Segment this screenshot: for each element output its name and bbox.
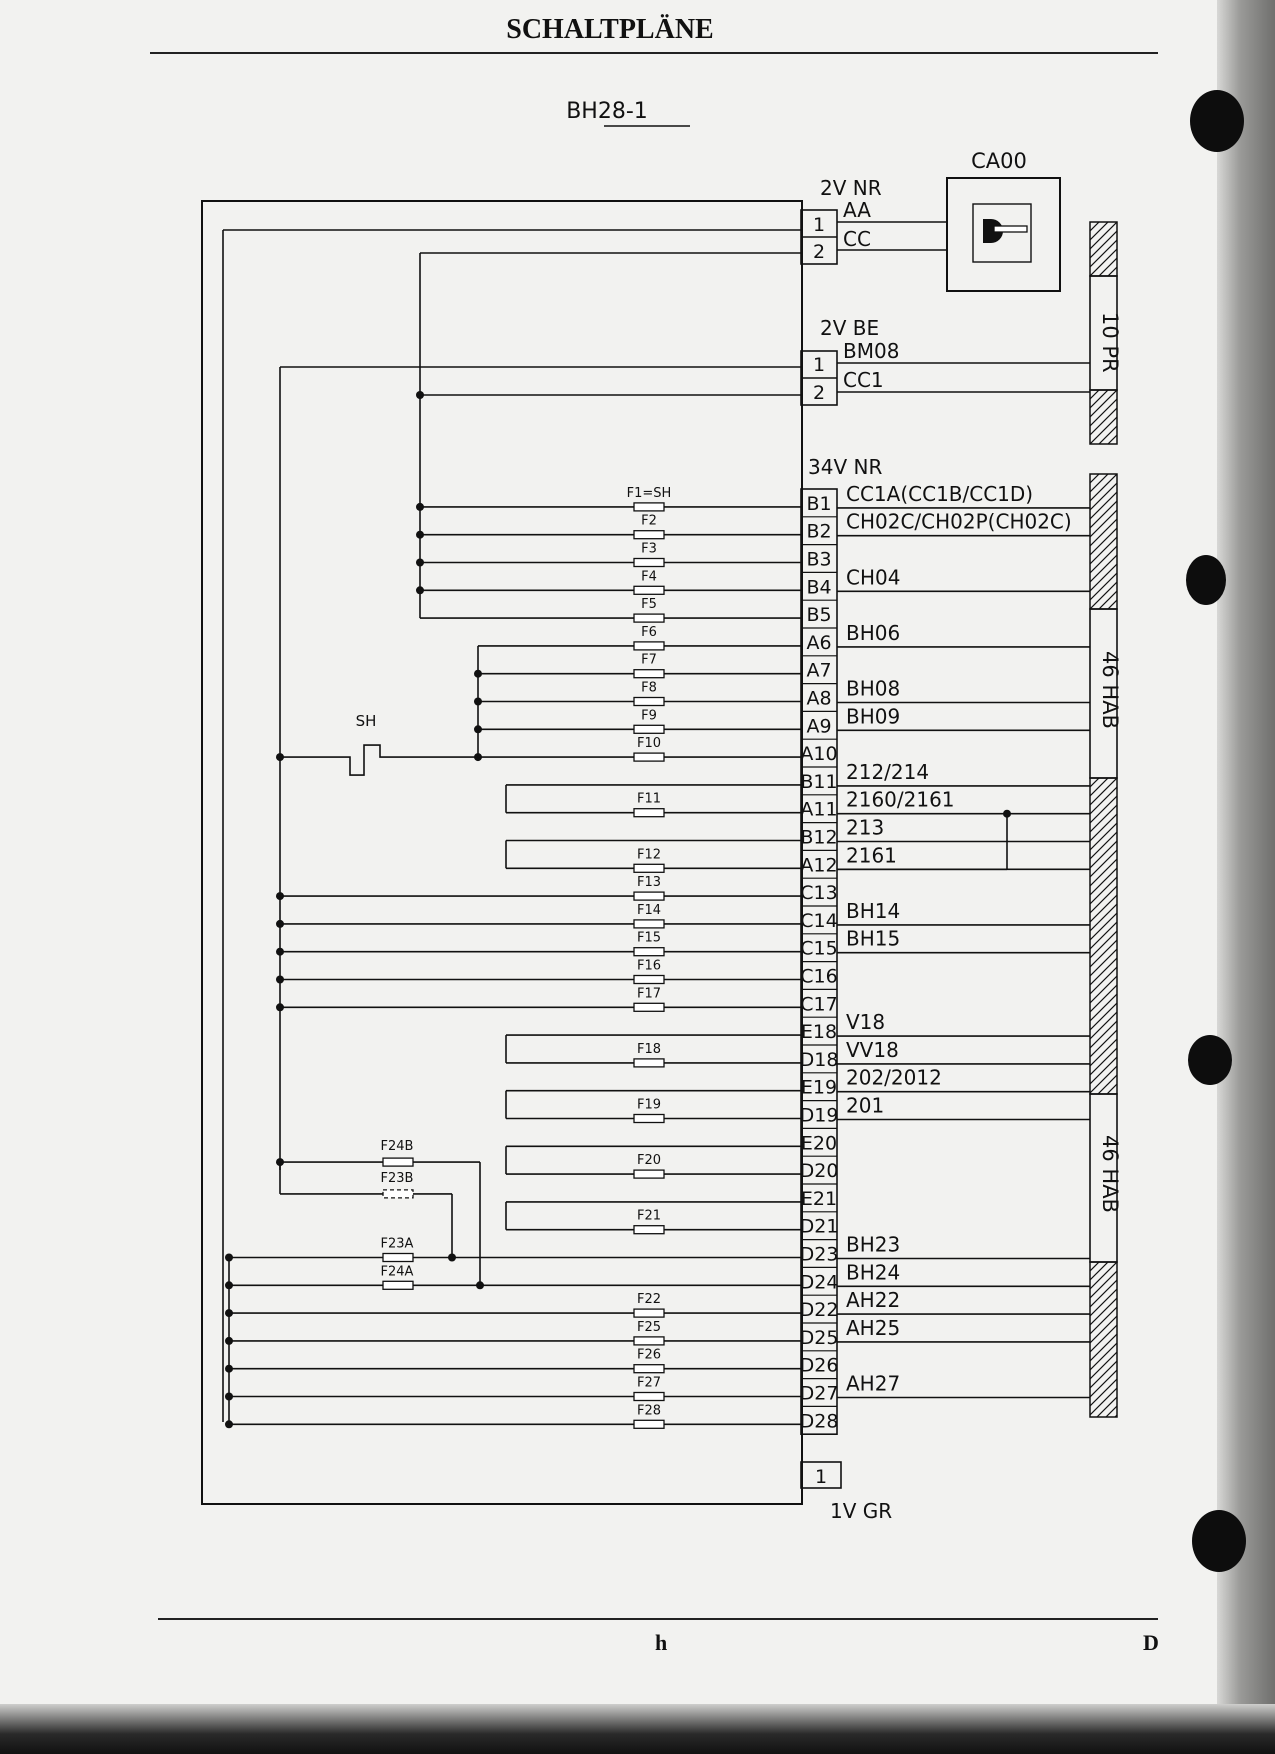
junction-dot xyxy=(276,920,284,928)
fuse xyxy=(383,1281,413,1289)
bundle-label: 46 HAB xyxy=(1098,1135,1122,1213)
signal-label: BH24 xyxy=(846,1260,901,1285)
pin-label: D19 xyxy=(799,1104,839,1127)
footer-rule xyxy=(158,1618,1158,1620)
fuse-label: F16 xyxy=(636,958,662,974)
hatch-line xyxy=(1090,751,1117,778)
ca00-box xyxy=(947,178,1060,291)
connector-label-2v-nr: 2V NR xyxy=(820,176,882,200)
pin-label: D25 xyxy=(799,1326,839,1349)
hatch-line xyxy=(1090,1102,1117,1129)
junction-dot xyxy=(225,1254,233,1262)
bundle-hatch xyxy=(1090,447,1117,654)
signal-label: 213 xyxy=(846,815,885,840)
fuse xyxy=(634,531,664,539)
junction-dot xyxy=(276,892,284,900)
pin-label: B4 xyxy=(806,576,832,599)
pin-label: D28 xyxy=(799,1410,839,1433)
pin-label: D27 xyxy=(799,1382,839,1405)
fuse-label: F11 xyxy=(636,791,662,807)
hatch-line xyxy=(1090,447,1117,474)
pin-label: C15 xyxy=(800,937,838,960)
bundle-label: 10 PR xyxy=(1098,312,1122,373)
hatch xyxy=(1090,751,1117,1147)
pin-label: D23 xyxy=(799,1243,839,1266)
fuse-label: F23A xyxy=(380,1236,414,1252)
signal-label: 2161 xyxy=(846,843,897,868)
fuse-label: F2 xyxy=(641,513,657,529)
page-bottom-shadow xyxy=(0,1704,1275,1754)
pin-label: D20 xyxy=(799,1160,839,1183)
fuse-label: F3 xyxy=(641,541,657,557)
junction-dot xyxy=(416,586,424,594)
bundle-hatch xyxy=(1090,195,1117,321)
fuse-label: F21 xyxy=(636,1208,662,1224)
signal-label: AH22 xyxy=(846,1288,901,1313)
fuse-label: F6 xyxy=(641,624,657,640)
signal-label: CH04 xyxy=(846,565,901,590)
connector-label-34v-nr: 34V NR xyxy=(808,455,883,479)
fuse-label: F12 xyxy=(636,847,662,863)
fuse-label: F15 xyxy=(636,930,662,946)
fuse xyxy=(634,670,664,678)
component-label: CA00 xyxy=(971,149,1027,173)
pin-label: E18 xyxy=(800,1021,838,1044)
binder-hole xyxy=(1186,555,1226,605)
pin-label: C13 xyxy=(800,882,838,905)
pin-label: A11 xyxy=(800,798,838,821)
hatch xyxy=(1090,1235,1117,1469)
footer-left: h xyxy=(655,1630,668,1655)
signal-label: 201 xyxy=(846,1093,885,1118)
pin-label: B1 xyxy=(806,492,832,515)
signal-label: BH08 xyxy=(846,676,901,701)
pin-label: 2 xyxy=(812,382,826,404)
hatch-line xyxy=(1090,1235,1117,1262)
fuse-label: F17 xyxy=(636,986,662,1002)
signal-label: CC1A(CC1B/CC1D) xyxy=(846,481,1034,506)
fuse-label: F9 xyxy=(641,708,657,724)
fuse xyxy=(634,559,664,567)
pin-label: A9 xyxy=(806,715,832,738)
hatch xyxy=(1090,195,1117,321)
signal-label: AA xyxy=(843,198,871,222)
fuse xyxy=(634,920,664,928)
hatch-line xyxy=(1090,1424,1117,1451)
fuse-box-outline xyxy=(202,201,802,1504)
fuse-label: F23B xyxy=(380,1170,414,1186)
fuse xyxy=(634,1337,664,1345)
pin-label: 2 xyxy=(812,241,826,263)
fuse xyxy=(634,725,664,733)
junction-dot xyxy=(474,670,482,678)
signal-label: BH14 xyxy=(846,898,901,923)
fuse-label: F4 xyxy=(641,569,657,585)
junction-dot xyxy=(416,503,424,511)
fuse xyxy=(634,1115,664,1123)
fuse xyxy=(634,1226,664,1234)
fuse-label: F14 xyxy=(636,902,662,918)
hatch-line xyxy=(1090,627,1117,654)
bundle-hatch xyxy=(1090,751,1117,1147)
page-edge-shadow xyxy=(1217,0,1275,1754)
pin-label: A10 xyxy=(800,743,838,766)
fuse-label: F27 xyxy=(636,1375,662,1391)
signal-label: CC xyxy=(843,227,871,251)
signal-label: BH06 xyxy=(846,620,901,645)
diagram-title: BH28-1 xyxy=(566,99,648,124)
fuse-label: F7 xyxy=(641,652,657,668)
fuse xyxy=(634,1003,664,1011)
fuse xyxy=(634,1059,664,1067)
hatch-line xyxy=(1090,1111,1117,1138)
fuse xyxy=(634,753,664,761)
shunt-label: SH xyxy=(355,712,377,731)
fuse xyxy=(634,642,664,650)
hatch-line xyxy=(1090,1433,1117,1460)
hatch-line xyxy=(1090,195,1117,222)
hatch-line xyxy=(1090,276,1117,303)
hatch xyxy=(1090,447,1117,654)
fuse-label: F20 xyxy=(636,1153,662,1169)
pin-label: C14 xyxy=(800,909,838,932)
fuse-label: F1=SH xyxy=(626,485,672,501)
fuse-label: F26 xyxy=(636,1347,662,1363)
junction-dot xyxy=(474,725,482,733)
hatch-line xyxy=(1090,1442,1117,1469)
fuse xyxy=(634,892,664,900)
pin-label: 1 xyxy=(812,354,826,376)
pin-label: B5 xyxy=(806,604,832,627)
pin-label: A12 xyxy=(800,854,838,877)
pin-label: E21 xyxy=(800,1187,838,1210)
pin-label: D22 xyxy=(799,1299,839,1322)
signal-label: BM08 xyxy=(843,339,900,363)
pin-label: A6 xyxy=(806,631,832,654)
fuse-label: F8 xyxy=(641,680,657,696)
signal-label: BH15 xyxy=(846,926,901,951)
bundle-bar xyxy=(1090,222,1117,276)
pin-label: B12 xyxy=(800,826,838,849)
pin-label: B2 xyxy=(806,520,832,543)
signal-label: AH27 xyxy=(846,1371,901,1396)
hatch-line xyxy=(1090,462,1117,489)
fuse xyxy=(634,503,664,511)
hatch-line xyxy=(1090,1415,1117,1442)
signal-label: 212/214 xyxy=(846,759,930,784)
fuse xyxy=(634,948,664,956)
junction-dot xyxy=(276,948,284,956)
fuse-label: F24A xyxy=(380,1264,414,1280)
pin-label: B3 xyxy=(806,548,832,571)
hatch-line xyxy=(1090,285,1117,312)
pin-label: D26 xyxy=(799,1354,839,1377)
fuse xyxy=(634,864,664,872)
signal-label: AH25 xyxy=(846,1315,901,1340)
fuse-label: F25 xyxy=(636,1319,662,1335)
fuse-label: F19 xyxy=(636,1097,662,1113)
fuse-label: F18 xyxy=(636,1041,662,1057)
pin-label: C17 xyxy=(800,993,838,1016)
signal-label: BH23 xyxy=(846,1232,901,1257)
bundle-hatch xyxy=(1090,1235,1117,1469)
connector-label-1v-gr: 1V GR xyxy=(830,1499,893,1523)
junction-dot xyxy=(476,1281,484,1289)
signal-label: V18 xyxy=(846,1010,886,1035)
pin-label: A8 xyxy=(806,687,832,710)
bundle-bar xyxy=(1090,390,1117,444)
signal-label: BH09 xyxy=(846,704,901,729)
junction-dot xyxy=(416,559,424,567)
shunt-wire xyxy=(280,745,478,775)
fuse xyxy=(634,698,664,706)
pin-label: D18 xyxy=(799,1048,839,1071)
pin-label: A7 xyxy=(806,659,832,682)
hatch-line xyxy=(1090,609,1117,636)
binder-hole xyxy=(1190,90,1244,152)
fuse xyxy=(634,614,664,622)
hatch xyxy=(1090,363,1117,489)
pin-label: E20 xyxy=(800,1132,838,1155)
bundle-hatch xyxy=(1090,363,1117,489)
fuse xyxy=(634,809,664,817)
fuse-label: F10 xyxy=(636,736,662,752)
fuse xyxy=(383,1190,413,1198)
junction-dot xyxy=(474,698,482,706)
fuse-label: F5 xyxy=(641,597,657,613)
fuse-label: F24B xyxy=(380,1139,414,1155)
signal-label: 2160/2161 xyxy=(846,787,955,812)
key-icon xyxy=(994,226,1027,232)
pin-label: 1 xyxy=(814,1466,828,1488)
fuse xyxy=(634,1420,664,1428)
junction-dot xyxy=(276,976,284,984)
junction-dot xyxy=(276,1003,284,1011)
hatch-line xyxy=(1090,453,1117,480)
fuse xyxy=(634,1365,664,1373)
hatch-line xyxy=(1090,618,1117,645)
signal-label: CC1 xyxy=(843,368,884,392)
junction-dot xyxy=(416,531,424,539)
fuse-label: F22 xyxy=(636,1292,662,1308)
fuse xyxy=(634,1170,664,1178)
junction-dot xyxy=(1003,810,1011,818)
fuse xyxy=(634,1393,664,1401)
junction-dot xyxy=(448,1254,456,1262)
fuse xyxy=(634,586,664,594)
fuse xyxy=(634,976,664,984)
pin-label: 1 xyxy=(812,214,826,236)
binder-hole xyxy=(1192,1510,1246,1572)
hatch-line xyxy=(1090,444,1117,471)
signal-label: CH02C/CH02P(CH02C) xyxy=(846,509,1072,534)
footer-right: D xyxy=(1143,1630,1159,1655)
fuse xyxy=(383,1254,413,1262)
junction-dot xyxy=(225,1281,233,1289)
pin-label: D24 xyxy=(799,1271,839,1294)
page-title: SCHALTPLÄNE xyxy=(506,14,714,45)
pin-label: C16 xyxy=(800,965,838,988)
signal-label: VV18 xyxy=(846,1037,899,1062)
fuse xyxy=(383,1158,413,1166)
fuse-label: F28 xyxy=(636,1403,662,1419)
fuse-label: F13 xyxy=(636,875,662,891)
bundle-label: 46 HAB xyxy=(1098,651,1122,729)
junction-dot xyxy=(276,753,284,761)
hatch-line xyxy=(1090,1093,1117,1120)
binder-hole xyxy=(1188,1035,1232,1085)
pin-label: B11 xyxy=(800,770,838,793)
junction-dot xyxy=(416,391,424,399)
pin-label: E19 xyxy=(800,1076,838,1099)
signal-label: 202/2012 xyxy=(846,1065,942,1090)
pin-label: D21 xyxy=(799,1215,839,1238)
fuse xyxy=(634,1309,664,1317)
connector-label-2v-be: 2V BE xyxy=(820,316,880,340)
